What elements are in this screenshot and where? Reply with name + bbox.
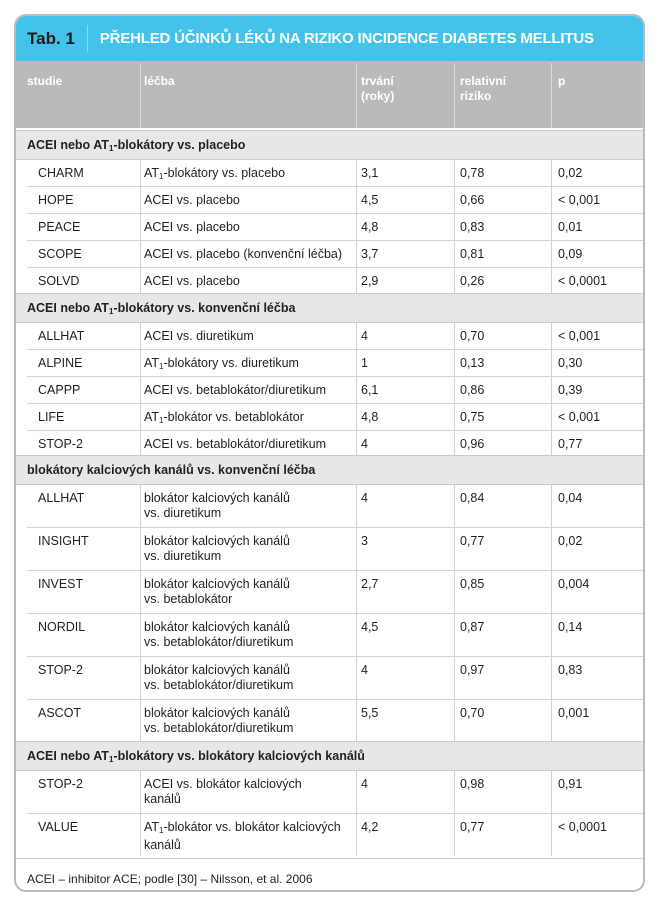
treatment-cell: [144, 247, 342, 262]
column-divider: [140, 814, 141, 856]
study-name: CHARM: [38, 166, 84, 180]
group-label: [27, 463, 315, 477]
treatment-text: blokátor kalciových kanálů: [144, 577, 290, 591]
p-value: 0,91: [558, 777, 583, 791]
column-divider: [454, 323, 455, 349]
treatment-cell: [144, 220, 240, 235]
column-divider: [140, 614, 141, 656]
duration-value: 2,7: [361, 577, 379, 591]
relative-risk-value: 0,26: [460, 274, 485, 288]
treatment-line: [144, 274, 240, 289]
treatment-subscript: 1: [159, 172, 164, 181]
relative-risk-value: 0,83: [460, 220, 485, 234]
column-divider: [356, 814, 357, 856]
column-divider: [454, 485, 455, 527]
relative-risk-value: 0,70: [460, 329, 485, 343]
p-value: 0,30: [558, 356, 583, 370]
treatment-line: [144, 620, 293, 635]
p-value: 0,77: [558, 437, 583, 451]
table-row: [16, 700, 643, 743]
treatment-cell: [144, 437, 326, 452]
column-divider: [551, 268, 552, 294]
p-value: 0,001: [558, 706, 590, 720]
column-divider: [551, 377, 552, 403]
table-row: [16, 404, 643, 431]
column-divider: [551, 187, 552, 213]
group-label: [27, 749, 365, 764]
treatment-line: [144, 193, 240, 208]
column-divider: [454, 657, 455, 699]
treatment-text: blokátor kalciových kanálů: [144, 534, 290, 548]
table-row: [16, 771, 643, 814]
p-value: 0,09: [558, 247, 583, 261]
column-divider: [356, 323, 357, 349]
treatment-line-2: vs. betablokátor: [144, 592, 233, 606]
table-row: [16, 614, 643, 657]
column-divider: [140, 700, 141, 742]
column-divider: [140, 771, 141, 813]
treatment-line: [144, 329, 254, 344]
column-divider: [454, 700, 455, 742]
study-name: PEACE: [38, 220, 81, 234]
treatment-text: ACEI vs. placebo (konvenční léčba): [144, 247, 343, 261]
column-divider: [454, 614, 455, 656]
column-divider: [140, 160, 141, 186]
group-header-row: [16, 293, 643, 323]
p-value: 0,004: [558, 577, 590, 591]
duration-value: 5,5: [361, 706, 379, 720]
treatment-text: AT: [144, 356, 160, 370]
column-divider: [140, 350, 141, 376]
treatment-text: AT: [144, 820, 160, 834]
footnote-row: [16, 858, 643, 892]
p-value: 0,04: [558, 491, 583, 505]
header-relative-risk: [460, 74, 506, 104]
column-divider: [551, 771, 552, 813]
column-divider: [140, 377, 141, 403]
relative-risk-value: 0,84: [460, 491, 485, 505]
treatment-text: -blokátor vs. betablokátor: [163, 410, 304, 424]
header-risk-line2: riziko: [460, 89, 492, 103]
column-divider: [356, 268, 357, 294]
treatment-subscript: 1: [159, 826, 164, 835]
group-label-text: ACEI nebo AT: [27, 301, 109, 315]
column-divider: [551, 571, 552, 613]
relative-risk-value: 0,96: [460, 437, 485, 451]
treatment-line: [144, 491, 290, 506]
column-divider: [454, 528, 455, 570]
study-name: ALPINE: [38, 356, 83, 370]
study-name: STOP-2: [38, 777, 83, 791]
header-separator: [140, 63, 141, 128]
treatment-cell: [144, 620, 293, 650]
treatment-line: [144, 534, 290, 549]
treatment-cell: [144, 166, 285, 184]
header-treatment: léčba: [144, 74, 175, 88]
column-divider: [356, 571, 357, 613]
column-divider: [356, 187, 357, 213]
relative-risk-value: 0,75: [460, 410, 485, 424]
p-value: 0,14: [558, 620, 583, 634]
relative-risk-value: 0,70: [460, 706, 485, 720]
duration-value: 3,7: [361, 247, 379, 261]
study-name: STOP-2: [38, 437, 83, 451]
column-divider: [551, 323, 552, 349]
p-value: < 0,001: [558, 329, 601, 343]
treatment-text: -blokátor vs. blokátor kalciových: [163, 820, 341, 834]
treatment-text: ACEI vs. diuretikum: [144, 329, 254, 343]
treatment-text: blokátor kalciových kanálů: [144, 663, 290, 677]
study-name: ALLHAT: [38, 329, 85, 343]
treatment-subscript: 1: [159, 362, 164, 371]
treatment-line: [144, 356, 299, 374]
treatment-text: ACEI vs. placebo: [144, 193, 240, 207]
treatment-cell: [144, 577, 290, 607]
duration-value: 4,8: [361, 410, 379, 424]
duration-value: 4,5: [361, 620, 379, 634]
treatment-line-2: vs. diuretikum: [144, 549, 222, 563]
treatment-text: -blokátory vs. diuretikum: [163, 356, 299, 370]
group-label-subscript: 1: [108, 307, 114, 316]
study-name: HOPE: [38, 193, 74, 207]
treatment-line-2: vs. betablokátor/diuretikum: [144, 678, 294, 692]
table-number: Tab. 1: [27, 28, 75, 48]
column-divider: [551, 160, 552, 186]
p-value: 0,02: [558, 534, 583, 548]
group-label-text: -blokátory vs. placebo: [113, 138, 246, 152]
study-name: INSIGHT: [38, 534, 89, 548]
column-divider: [356, 160, 357, 186]
table-title-bar: [16, 16, 643, 63]
duration-value: 4: [361, 329, 368, 343]
treatment-line-2: kanálů: [144, 838, 181, 852]
duration-value: 4: [361, 663, 368, 677]
treatment-cell: [144, 356, 299, 374]
relative-risk-value: 0,66: [460, 193, 485, 207]
column-divider: [551, 814, 552, 856]
table-row: [16, 214, 643, 241]
treatment-line: [144, 663, 293, 678]
p-value: < 0,0001: [558, 820, 608, 834]
column-divider: [356, 485, 357, 527]
column-divider: [356, 657, 357, 699]
column-divider: [454, 214, 455, 240]
group-header-row: [16, 455, 643, 485]
column-divider: [454, 241, 455, 267]
column-divider: [140, 268, 141, 294]
relative-risk-value: 0,81: [460, 247, 485, 261]
column-divider: [356, 700, 357, 742]
column-divider: [551, 214, 552, 240]
table-title: PŘEHLED ÚČINKŮ LÉKŮ NA RIZIKO INCIDENCE DIABETES MELLITUS: [99, 30, 594, 47]
column-divider: [454, 814, 455, 856]
column-divider: [356, 431, 357, 457]
treatment-line: [144, 383, 326, 398]
column-divider: [454, 431, 455, 457]
header-separator: [551, 63, 552, 128]
table-row: [16, 814, 643, 857]
relative-risk-value: 0,98: [460, 777, 485, 791]
column-divider: [551, 614, 552, 656]
treatment-subscript: 1: [159, 416, 164, 425]
column-divider: [140, 571, 141, 613]
treatment-cell: [144, 274, 240, 289]
header-risk-line1: relativní: [460, 74, 507, 88]
column-divider: [551, 431, 552, 457]
table-card: [14, 14, 645, 892]
table-header-row: [16, 63, 643, 130]
column-divider: [356, 614, 357, 656]
duration-value: 4,5: [361, 193, 379, 207]
treatment-line: [144, 706, 293, 721]
column-divider: [356, 214, 357, 240]
header-duration-line1: trvání: [361, 74, 394, 88]
column-divider: [454, 350, 455, 376]
table-row: [16, 377, 643, 404]
column-divider: [356, 377, 357, 403]
treatment-text: blokátor kalciových kanálů: [144, 491, 290, 505]
duration-value: 3,1: [361, 166, 379, 180]
group-header-row: [16, 741, 643, 771]
group-label-subscript: 1: [108, 144, 114, 153]
treatment-line: [144, 777, 302, 792]
column-divider: [140, 431, 141, 457]
relative-risk-value: 0,87: [460, 620, 485, 634]
treatment-text: blokátor kalciových kanálů: [144, 620, 290, 634]
column-divider: [551, 700, 552, 742]
treatment-text: ACEI vs. betablokátor/diuretikum: [144, 437, 327, 451]
treatment-text: AT: [144, 410, 160, 424]
treatment-cell: [144, 329, 254, 344]
table-row: [16, 187, 643, 214]
column-divider: [356, 404, 357, 430]
treatment-line: [144, 577, 290, 592]
group-label-text: -blokátory vs. konvenční léčba: [113, 301, 296, 315]
study-name: STOP-2: [38, 663, 83, 677]
column-divider: [356, 350, 357, 376]
treatment-cell: [144, 410, 304, 428]
study-name: INVEST: [38, 577, 84, 591]
relative-risk-value: 0,77: [460, 534, 485, 548]
relative-risk-value: 0,85: [460, 577, 485, 591]
column-divider: [551, 657, 552, 699]
table-row: [16, 241, 643, 268]
group-label: [27, 301, 295, 316]
treatment-cell: [144, 193, 240, 208]
header-separator: [454, 63, 455, 128]
treatment-cell: [144, 663, 293, 693]
treatment-line: [144, 437, 326, 452]
relative-risk-value: 0,86: [460, 383, 485, 397]
duration-value: 4: [361, 437, 368, 451]
table-footnote: ACEI – inhibitor ACE; podle [30] – Nilsson, et al. 2006: [27, 872, 313, 886]
duration-value: 4: [361, 777, 368, 791]
relative-risk-value: 0,97: [460, 663, 485, 677]
table-row: [16, 657, 643, 700]
table-row: [16, 323, 643, 350]
group-header-row: [16, 130, 643, 160]
column-divider: [551, 528, 552, 570]
column-divider: [454, 160, 455, 186]
column-divider: [454, 771, 455, 813]
treatment-text: ACEI vs. placebo: [144, 220, 240, 234]
treatment-text: ACEI vs. betablokátor/diuretikum: [144, 383, 327, 397]
table-row: [16, 485, 643, 528]
treatment-text: -blokátory vs. placebo: [163, 166, 286, 180]
table-row: [16, 350, 643, 377]
study-name: ALLHAT: [38, 491, 85, 505]
treatment-line: [144, 247, 342, 262]
relative-risk-value: 0,13: [460, 356, 485, 370]
column-divider: [140, 323, 141, 349]
column-divider: [140, 241, 141, 267]
group-label-text: ACEI nebo AT: [27, 138, 109, 152]
treatment-text: blokátor kalciových kanálů: [144, 706, 290, 720]
group-label: [27, 138, 245, 153]
study-name: LIFE: [38, 410, 65, 424]
group-label-subscript: 1: [108, 755, 114, 764]
column-divider: [551, 485, 552, 527]
column-divider: [454, 187, 455, 213]
study-name: ASCOT: [38, 706, 82, 720]
column-divider: [356, 241, 357, 267]
column-divider: [140, 528, 141, 570]
treatment-text: AT: [144, 166, 160, 180]
table-row: [16, 528, 643, 571]
p-value: < 0,0001: [558, 274, 608, 288]
treatment-line: [144, 820, 341, 838]
study-name: SCOPE: [38, 247, 82, 261]
treatment-line-2: vs. betablokátor/diuretikum: [144, 635, 294, 649]
treatment-line: [144, 220, 240, 235]
p-value: < 0,001: [558, 193, 601, 207]
column-divider: [454, 404, 455, 430]
treatment-line-2: vs. betablokátor/diuretikum: [144, 721, 294, 735]
p-value: 0,83: [558, 663, 583, 677]
treatment-cell: [144, 491, 290, 521]
column-divider: [356, 528, 357, 570]
duration-value: 1: [361, 356, 368, 370]
header-study: studie: [27, 74, 63, 88]
treatment-cell: [144, 383, 326, 398]
column-divider: [551, 350, 552, 376]
header-duration: [361, 74, 394, 104]
duration-value: 6,1: [361, 383, 379, 397]
treatment-cell: [144, 777, 302, 807]
column-divider: [356, 771, 357, 813]
relative-risk-value: 0,78: [460, 166, 485, 180]
p-value: < 0,001: [558, 410, 601, 424]
column-divider: [454, 377, 455, 403]
treatment-line: [144, 410, 304, 428]
table-row: [16, 431, 643, 458]
treatment-line-2: kanálů: [144, 792, 181, 806]
treatment-cell: [144, 706, 293, 736]
column-divider: [140, 485, 141, 527]
duration-value: 2,9: [361, 274, 379, 288]
treatment-text: ACEI vs. blokátor kalciových: [144, 777, 302, 791]
treatment-line-2: vs. diuretikum: [144, 506, 222, 520]
p-value: 0,39: [558, 383, 583, 397]
group-label-text: blokátory kalciových kanálů vs. konvenční léčba: [27, 463, 316, 477]
treatment-cell: [144, 534, 290, 564]
column-divider: [551, 241, 552, 267]
column-divider: [140, 214, 141, 240]
duration-value: 3: [361, 534, 368, 548]
table-row: [16, 268, 643, 295]
duration-value: 4,8: [361, 220, 379, 234]
study-name: CAPPP: [38, 383, 81, 397]
p-value: 0,01: [558, 220, 583, 234]
treatment-text: ACEI vs. placebo: [144, 274, 240, 288]
header-separator: [356, 63, 357, 128]
column-divider: [551, 404, 552, 430]
column-divider: [140, 404, 141, 430]
header-duration-line2: (roky): [361, 89, 395, 103]
column-divider: [140, 657, 141, 699]
column-divider: [140, 187, 141, 213]
duration-value: 4,2: [361, 820, 379, 834]
treatment-cell: [144, 820, 341, 853]
relative-risk-value: 0,77: [460, 820, 485, 834]
table-row: [16, 571, 643, 614]
column-divider: [454, 571, 455, 613]
study-name: NORDIL: [38, 620, 86, 634]
group-label-text: -blokátory vs. blokátory kalciových kanálů: [113, 749, 365, 763]
title-divider: [87, 25, 88, 52]
group-label-text: ACEI nebo AT: [27, 749, 109, 763]
study-name: VALUE: [38, 820, 79, 834]
study-name: SOLVD: [38, 274, 80, 288]
p-value: 0,02: [558, 166, 583, 180]
header-p: p: [558, 74, 566, 88]
column-divider: [454, 268, 455, 294]
duration-value: 4: [361, 491, 368, 505]
table-row: [16, 160, 643, 187]
treatment-line: [144, 166, 285, 184]
